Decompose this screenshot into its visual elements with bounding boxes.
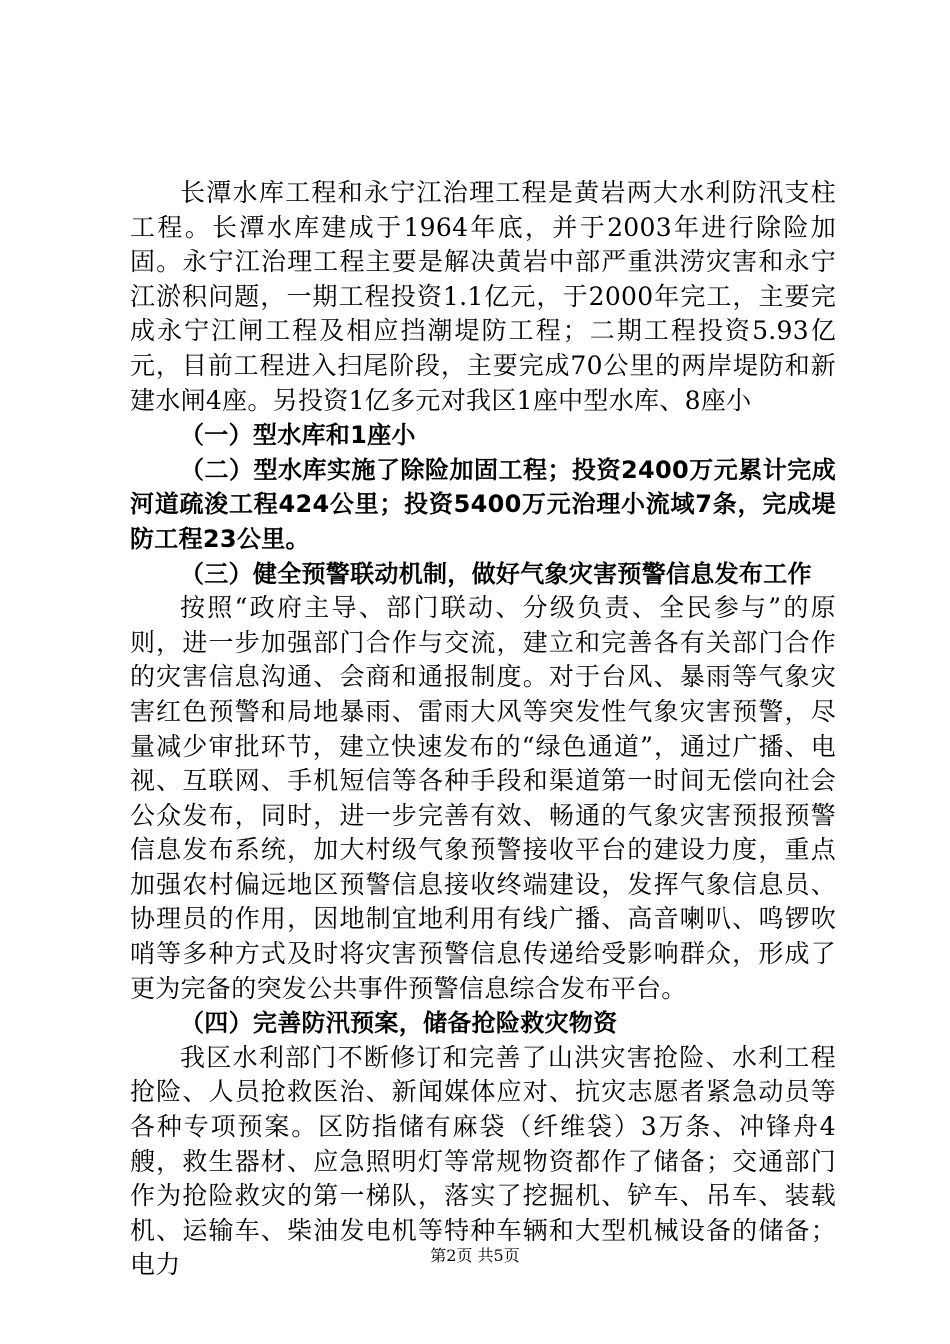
paragraph-reservoir-projects: 长潭水库工程和永宁江治理工程是黄岩两大水利防汛支柱工程。长潭水库建成于1964年底，并于2003年进行除险加固。永宁江治理工程主要是解决黄岩中部严重洪涝灾害和永宁江淤积问题，一期工程投资1.1亿元，于2000年完工，主要完成永宁江闸工程及相应挡潮堤防工程；二期工程投资5.93亿元，目前工程进入扫尾阶段，主要完成70公里的两岸堤防和新建水闸4座。另投资1亿多元对我区1座中型水库、8座小 xyxy=(130,178,836,415)
heading-section-1: （一）型水库和1座小 xyxy=(180,421,416,450)
heading-section-2: （二）型水库实施了除险加固工程；投资2400万元累计完成河道疏浚工程424公里；投资5400万元治理小流域7条，完成堤防工程23公里。 xyxy=(130,455,836,553)
document-body xyxy=(130,176,836,1283)
paragraph-flood-preparedness: 我区水利部门不断修订和完善了山洪灾害抢险、水利工程抢险、人员抢救医治、新闻媒体应对、抗灾志愿者紧急动员等各种专项预案。区防指储有麻袋（纤维袋）3万条、冲锋舟4艘，救生器材、应急照明灯等常规物资都作了储备；交通部门作为抢险救灾的第一梯队，落实了挖掘机、铲车、吊车、装载机、运输车、柴油发电机等特种车辆和大型机械设备的储备；电力 xyxy=(130,1042,836,1280)
heading-section-3: （三）健全预警联动机制，做好气象灾害预警信息发布工作 xyxy=(180,559,812,588)
page-number: 第2页 共5页 xyxy=(430,1246,520,1265)
paragraph-warning-system: 按照“政府主导、部门联动、分级负责、全民参与”的原则，进一步加强部门合作与交流，建立和完善各有关部门合作的灾害信息沟通、会商和通报制度。对于台风、暴雨等气象灾害红色预警和局地暴雨、雷雨大风等突发性气象灾害预警，尽量减少审批环节，建立快速发布的“绿色通道”，通过广播、电视、互联网、手机短信等各种手段和渠道第一时间无偿向社会公众发布，同时，进一步完善有效、畅通的气象灾害预报预警信息发布系统，加大村级气象预警接收平台的建设力度，重点加强农村偏远地区预警信息接收终端建设，发挥气象信息员、协理员的作用，因地制宜地利用有线广播、高音喇叭、鸣锣吹哨等多种方式及时将灾害预警信息传递给受影响群众，形成了更为完备的突发公共事件预警信息综合发布平台。 xyxy=(130,593,836,1003)
heading-section-4: （四）完善防汛预案，储备抢险救灾物资 xyxy=(180,1009,618,1038)
